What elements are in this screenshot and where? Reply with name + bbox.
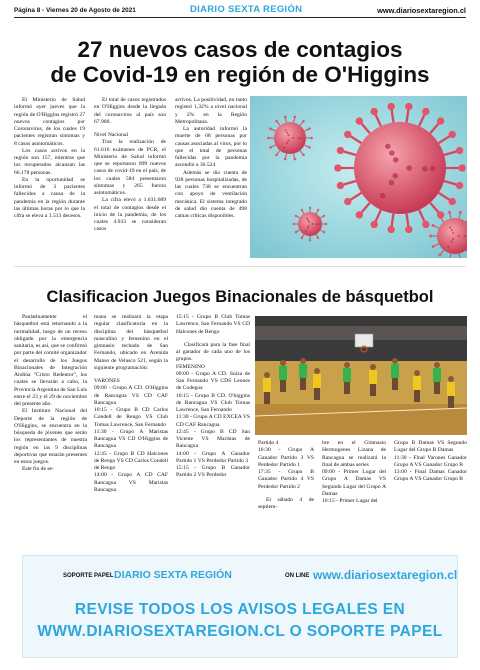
schedule-line: 10:15 - Grupo B CD. O'higgins de Rancagua VS Club Tomas Lawrence, San Fernando [176, 392, 250, 413]
paragraph: Clasificará para la fase final al ganador de cada uno de los grupos. [176, 341, 250, 363]
virus-icon [250, 96, 467, 258]
schedule-line: 14:00 - Grupo A CD CAF Rancagua VS Maristas Rancagua [94, 472, 168, 493]
schedule-line: 10:15 - Grupo B CD Carlos Condell de Rengo VS Club Tomas Lawrence, San Fernando [94, 407, 168, 428]
article1-col2 [94, 97, 166, 234]
header-divider [14, 17, 466, 18]
schedule-line: 12:45 - Grupo B CD San Vicente VS Maristas de Rancagua [176, 428, 250, 450]
basketball-game-photo [255, 316, 467, 435]
schedule-line: 15:15 - Grupo B Ganador Partido 2 VS Perdedor [176, 465, 250, 479]
coronavirus-illustration [250, 96, 467, 258]
paragraph: En la oportunidad se informó de 3 pacientes fallecidos a causa de la pandemia en la región durante las últimas horas por lo que la cifra se eleva a 1.513 decesos. [14, 176, 85, 219]
paragraph: activos. La positividad, en tanto registró 1,32% a nivel nacional y 2% en la Región Metropolitana. [175, 97, 247, 125]
ad-headline-line1: REVISE TODOS LOS AVISOS LEGALES EN [74, 601, 406, 618]
schedule-line: 16:30 - Grupo A Ganador Partido 3 VS Perdedor Partido 1 [258, 447, 314, 468]
schedule-line: 10:15 - Primer Lugar del [322, 498, 378, 504]
basketball-icon [255, 316, 467, 435]
page-date: Página 8 - Viernes 20 de Agosto de 2021 [14, 7, 136, 14]
paragraph: mana se realizará la etapa regular clasificatoria en la disciplina del básquetbol masculino y femenino en el gimnasio techado de San Fernando, ubicado en Avenida Manso de Velasco 521, según la siguiente programación: [94, 314, 168, 371]
schedule-line: 14:00 - Grupo A Ganador Partido 1 VS Perdedor Partido 3 [176, 450, 250, 464]
schedule-line: 12:45 - Grupo B CD Halcones de Rengo VS CD Carlos Condell de Rengo [94, 450, 169, 471]
paragraph: La cifra elevó a 1.631.689 el total de contagios desde el inicio de la pandemia, de los cuales 4.933 se consideran casos [94, 197, 166, 233]
page-header [14, 4, 466, 18]
paragraph: El sábado 4 de septiem- [258, 496, 314, 510]
ad-headline-line2: WWW.DIARIOSEXTAREGION.CL O SOPORTE PAPEL [37, 623, 443, 640]
article2-col1 [14, 314, 87, 474]
article-divider [14, 266, 466, 267]
paragraph: Paulatinamente el básquetbol está retornando a la normalidad, luego de un receso obligado por la emergencia sanitaria, es así, que se confirmó por parte del comité organizador el desarrollo de los Juegos Binacionales de Integración Andina "Cristo Redentor", los cuales se llevarán a cabo, la Provincia Argentina de San Luis entre el 23 y el 29 de noviembre del presente año. [14, 314, 87, 407]
schedule-line: 15:15 - Grupo B Club Tomas Lawrence, San Fernando VS CD Halcones de Rengo [176, 314, 250, 335]
ad-site-link[interactable]: www.diariosextaregion.cl [313, 568, 458, 582]
ad-label-print: SOPORTE PAPEL [63, 573, 114, 579]
schedule-line: 17:35 - Grupo B Ganador Partido 4 VS Perdedor Partido 2 [258, 469, 314, 490]
schedule-line: 09:00 - Grupo A CD. Suiza de San Fernando VS CDS Leones de Codegua [176, 370, 250, 392]
article1-title-line2: de Covid-19 en región de O'Higgins [50, 62, 430, 87]
schedule-line: 11:30 - Grupo A Maristas Rancagua VS CD O'Higgins de Rancagua [94, 428, 168, 450]
paragraph: La autoridad informó la muerte de 68 personas por causas asociadas al virus, por lo que el total de personas fallecidas por la pandemia ascendió a 36.524. [175, 126, 247, 169]
schedule-line: Partido 4 [258, 440, 279, 446]
article1-col1 [14, 97, 85, 220]
paragraph: Tras la realización de 61.616 exámenes de PCR, el Ministerio de Salud informó que se reportaron 899 nuevos casos de covid-19 en el país, de los cuales 584 presentaron síntomas y 265 fueron asintomáticos. [94, 139, 166, 196]
schedule-line: 11:30 - Grupo A CD EXCEA VS CD CAF Rancagua [176, 414, 250, 428]
subhead: FEMENINO [176, 363, 205, 370]
ad-label-online: ON LINE [285, 573, 310, 579]
article1-col3 [175, 97, 247, 220]
subhead: Nivel Nacional [94, 132, 129, 138]
paragraph: Este fin de se- [22, 466, 54, 473]
article2-col6 [394, 440, 467, 484]
paragraph: El total de casos registrados en O'Higgins desde la llegada del coronavirus al país son 67.900. [94, 97, 166, 125]
article2-col5 [322, 440, 386, 505]
ad-top-row [23, 568, 457, 582]
article2-title: Clasificacion Juegos Binacionales de básquetbol [46, 288, 434, 306]
subhead: VARONES [94, 378, 120, 384]
ad-brand: DIARIO SEXTA REGIÓN [114, 569, 232, 581]
schedule-line: 13:00 - Final Damas Ganador Grupo A VS Ganador Grupo B [394, 469, 467, 483]
legal-notices-ad [22, 555, 458, 658]
article2-col4 [258, 440, 314, 511]
paragraph: Además se dio cuenta de 938 personas hospitalizadas, de las cuales 730 se encuentran con apoyo de ventilación mecánica. El sistema integrado de salud dio cuenta de 498 camas críticas disponibles. [175, 169, 247, 219]
newspaper-name: DIARIO SEXTA REGIÓN [190, 4, 303, 15]
paragraph: bre en el Gimnasio Hermogenes Lizana de Rancagua se realizará la final de ambas series [322, 440, 386, 468]
schedule-line: 09:00 - Grupo A CD. O'Higgins de Rancagua VS CD CAF Rancagua [94, 385, 168, 406]
schedule-line: Grupo B Damas VS Segundo Lugar del Grupo B Damas [394, 440, 467, 454]
site-url[interactable]: www.diariosextaregion.cl [377, 6, 466, 15]
schedule-line: 09:00 - Primer Lugar del Grupo A Damas VS Segundo Lugar del Grupo A Damas [322, 469, 386, 497]
schedule-line: 11:30 - Final Varones Ganador Grupo A VS Ganador Grupo B [394, 454, 467, 468]
article2-col3 [176, 314, 250, 480]
article1-title-line1: 27 nuevos casos de contagios [77, 37, 403, 62]
paragraph: El Instituto Nacional del Deporte de la región de O'Higgins, se encuentra en la búsqueda de jóvenes que serán los representantes de nuestra región en las 9 disciplinas deportivas que estarán presentes en estos juegos. [14, 408, 87, 465]
paragraph: El Ministerio de Salud informó ayer jueves que la región de O'Higgins registró 27 nuevos contagios por Coronavirus, de los cuales 19 pacientes registran síntomas y 8 casos asintomáticos. [14, 97, 85, 147]
paragraph: Los casos activos en la región son 157, mientras que los recuperados alcanzan las 66.178 personas. [14, 147, 85, 176]
article2-col2 [94, 314, 168, 494]
